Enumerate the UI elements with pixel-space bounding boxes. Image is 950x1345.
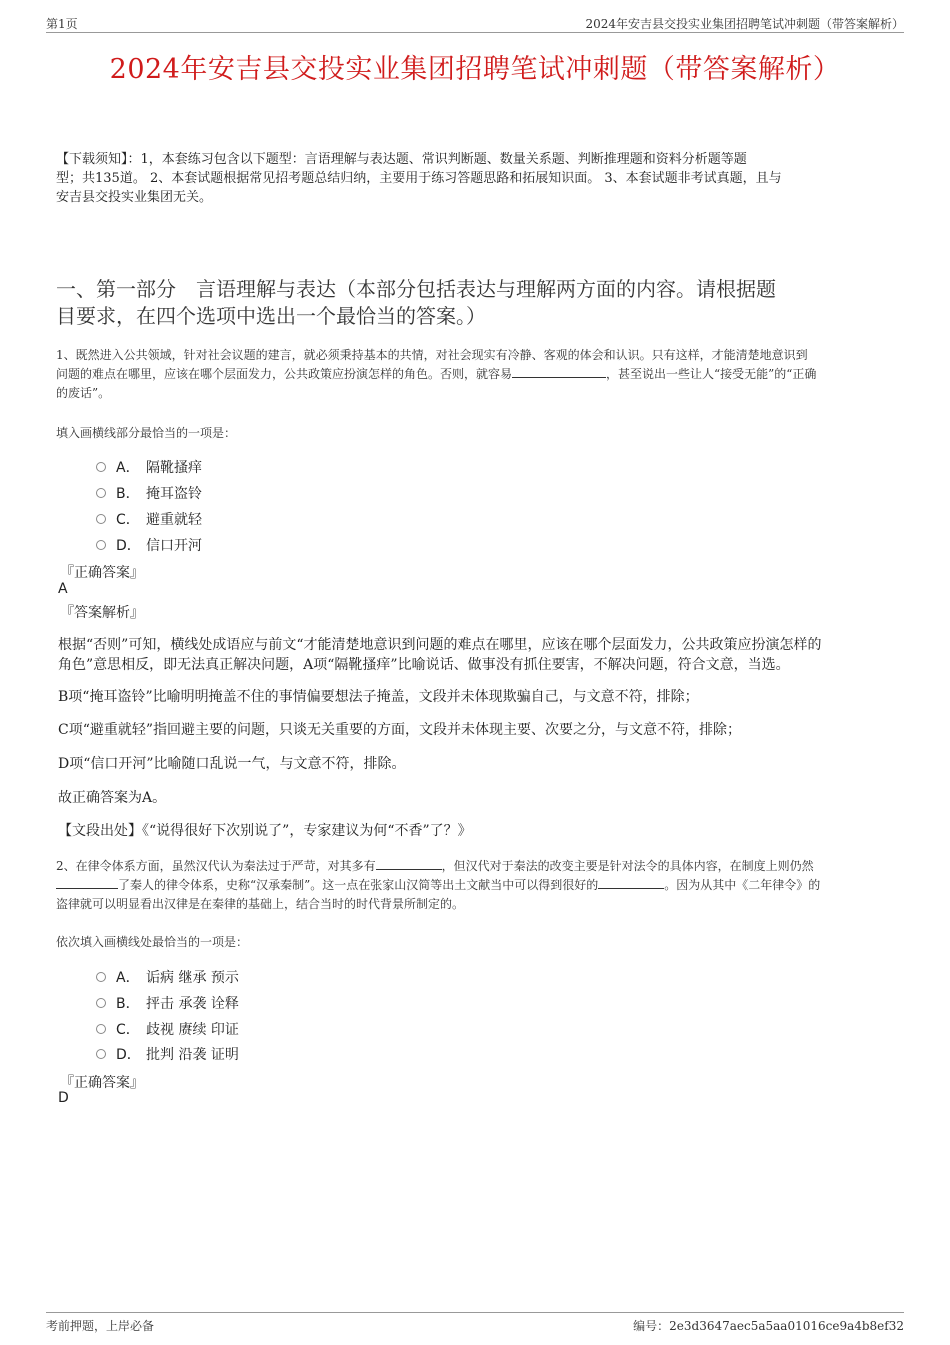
- option-key: D．: [116, 538, 141, 554]
- question-2-option-d[interactable]: [96, 1044, 239, 1064]
- option-key: C．: [116, 512, 140, 528]
- page-footer: [46, 1312, 904, 1333]
- notice-line: 【下载须知】：1，本套练习包含以下题型：言语理解与表达题、常识判断题、数量关系题、判断推理题和资料分析题等题: [56, 152, 747, 167]
- stem-line: [56, 876, 898, 895]
- fill-blank: [512, 365, 606, 378]
- radio-circle-icon[interactable]: [96, 1024, 106, 1034]
- stem-text: 。因为从其中《二年律令》的: [664, 878, 821, 892]
- option-text: 信口开河: [146, 538, 202, 554]
- analysis-paragraph: C项“避重就轻”指回避主要的问题，只谈无关重要的方面，文段并未体现主要、次要之分，与文意不符，排除；: [58, 722, 742, 738]
- radio-circle-icon[interactable]: [96, 972, 106, 982]
- section-heading-line: 目要求，在四个选项中选出一个最恰当的答案。）: [56, 304, 486, 328]
- question-2-option-b[interactable]: [96, 993, 239, 1013]
- question-1-option-b[interactable]: [96, 483, 202, 503]
- option-text: 避重就轻: [146, 512, 202, 528]
- question-1-stem: [56, 346, 898, 403]
- question-1-prompt: 填入画横线部分最恰当的一项是：: [56, 426, 237, 440]
- stem-text: ，但汉代对于秦法的改变主要是针对法令的具体内容，在制度上则仍然: [441, 859, 814, 873]
- section-heading: [56, 276, 896, 330]
- option-text: 隔靴搔痒: [146, 460, 202, 476]
- option-text: 诟病 继承 预示: [146, 970, 239, 986]
- fill-blank: [56, 876, 118, 889]
- stem-line: 的废话”。: [56, 386, 111, 400]
- question-2-stem: [56, 857, 898, 914]
- option-text: 掩耳盗铃: [146, 486, 202, 502]
- analysis-paragraph: B项“掩耳盗铃”比喻明明掩盖不住的事情偏要想法子掩盖，文段并未体现欺骗自己，与文意不符，排除；: [58, 689, 699, 705]
- correct-answer: D: [58, 1090, 69, 1106]
- stem-text: 2、在律令体系方面，虽然汉代认为秦法过于严苛，对其多有: [56, 859, 376, 873]
- analysis-conclusion: 故正确答案为A。: [58, 790, 167, 806]
- notice-line: 型；共135道。 2、本套试题根据常见招考题总结归纳，主要用于练习答题思路和拓展知识面。 3、本套试题非考试真题，且与: [56, 171, 782, 186]
- radio-circle-icon[interactable]: [96, 540, 106, 550]
- option-key: B．: [116, 996, 140, 1012]
- option-key: C．: [116, 1022, 140, 1038]
- page-header: [46, 14, 904, 33]
- stem-line: 盗律就可以明显看出汉律是在秦律的基础上，结合当时的时代背景所制定的。: [56, 897, 465, 911]
- analysis-paragraph: [58, 635, 898, 675]
- option-key: A．: [116, 970, 140, 986]
- document-id: 编号：2e3d3647aec5a5aa01016ce9a4b8ef32: [633, 1319, 904, 1333]
- question-2-option-c[interactable]: [96, 1019, 239, 1039]
- notice-line: 安吉县交投实业集团无关。: [56, 190, 213, 205]
- stem-line: [56, 857, 898, 876]
- option-key: A．: [116, 460, 140, 476]
- footer-slogan: 考前押题，上岸必备: [46, 1319, 155, 1333]
- source-citation: 【文段出处】《“说得很好下次别说了”，专家建议为何“不香”了？》: [58, 823, 472, 839]
- analysis-line: 根据“否则”可知，横线处成语应与前文“才能清楚地意识到问题的难点在哪里，应该在哪个层面发力，公共政策应扮演怎样的: [58, 637, 822, 653]
- question-2-option-a[interactable]: [96, 967, 239, 987]
- stem-line: [56, 365, 898, 384]
- option-key: D．: [116, 1047, 141, 1063]
- analysis-paragraph: D项“信口开河”比喻随口乱说一气，与文意不符，排除。: [58, 756, 406, 772]
- header-doc-title: 2024年安吉县交投实业集团招聘笔试冲刺题（带答案解析）: [585, 17, 904, 31]
- radio-circle-icon[interactable]: [96, 998, 106, 1008]
- fill-blank: [376, 857, 442, 870]
- option-key: B．: [116, 486, 140, 502]
- download-notice: [56, 150, 898, 207]
- page-number: 第1页: [46, 17, 78, 31]
- option-text: 抨击 承袭 诠释: [146, 996, 239, 1012]
- analysis-label: 『答案解析』: [60, 605, 144, 621]
- option-text: 歧视 赓续 印证: [146, 1022, 239, 1038]
- correct-answer-label: 『正确答案』: [60, 1075, 144, 1091]
- radio-circle-icon[interactable]: [96, 462, 106, 472]
- stem-text: 了秦人的律令体系，史称“汉承秦制”。这一点在张家山汉简等出土文献当中可以得到很好的: [118, 878, 599, 892]
- question-1-option-c[interactable]: [96, 509, 202, 529]
- question-2-prompt: 依次填入画横线处最恰当的一项是：: [56, 935, 249, 949]
- radio-circle-icon[interactable]: [96, 488, 106, 498]
- question-1-option-a[interactable]: [96, 457, 202, 477]
- radio-circle-icon[interactable]: [96, 514, 106, 524]
- correct-answer-label: 『正确答案』: [60, 565, 144, 581]
- option-text: 批判 沿袭 证明: [146, 1047, 239, 1063]
- stem-text: ，甚至说出一些让人“接受无能”的“正确: [606, 367, 817, 381]
- page-title: 2024年安吉县交投实业集团招聘笔试冲刺题（带答案解析）: [109, 54, 841, 85]
- correct-answer: A: [58, 581, 68, 597]
- analysis-line: 角色”意思相反，即无法真正解决问题，A项“隔靴搔痒”比喻说话、做事没有抓住要害，不解决问题，符合文意，当选。: [58, 657, 790, 673]
- stem-line: 1、既然进入公共领域，针对社会议题的建言，就必须秉持基本的共情，对社会现实有冷静、客观的体会和认识。只有这样，才能清楚地意识到: [56, 348, 808, 362]
- section-heading-line: 一、第一部分 言语理解与表达（本部分包括表达与理解两方面的内容。请根据题: [56, 277, 776, 301]
- stem-text: 问题的难点在哪里，应该在哪个层面发力，公共政策应扮演怎样的角色。否则，就容易: [56, 367, 513, 381]
- question-1-option-d[interactable]: [96, 535, 202, 555]
- fill-blank: [598, 876, 664, 889]
- radio-circle-icon[interactable]: [96, 1049, 106, 1059]
